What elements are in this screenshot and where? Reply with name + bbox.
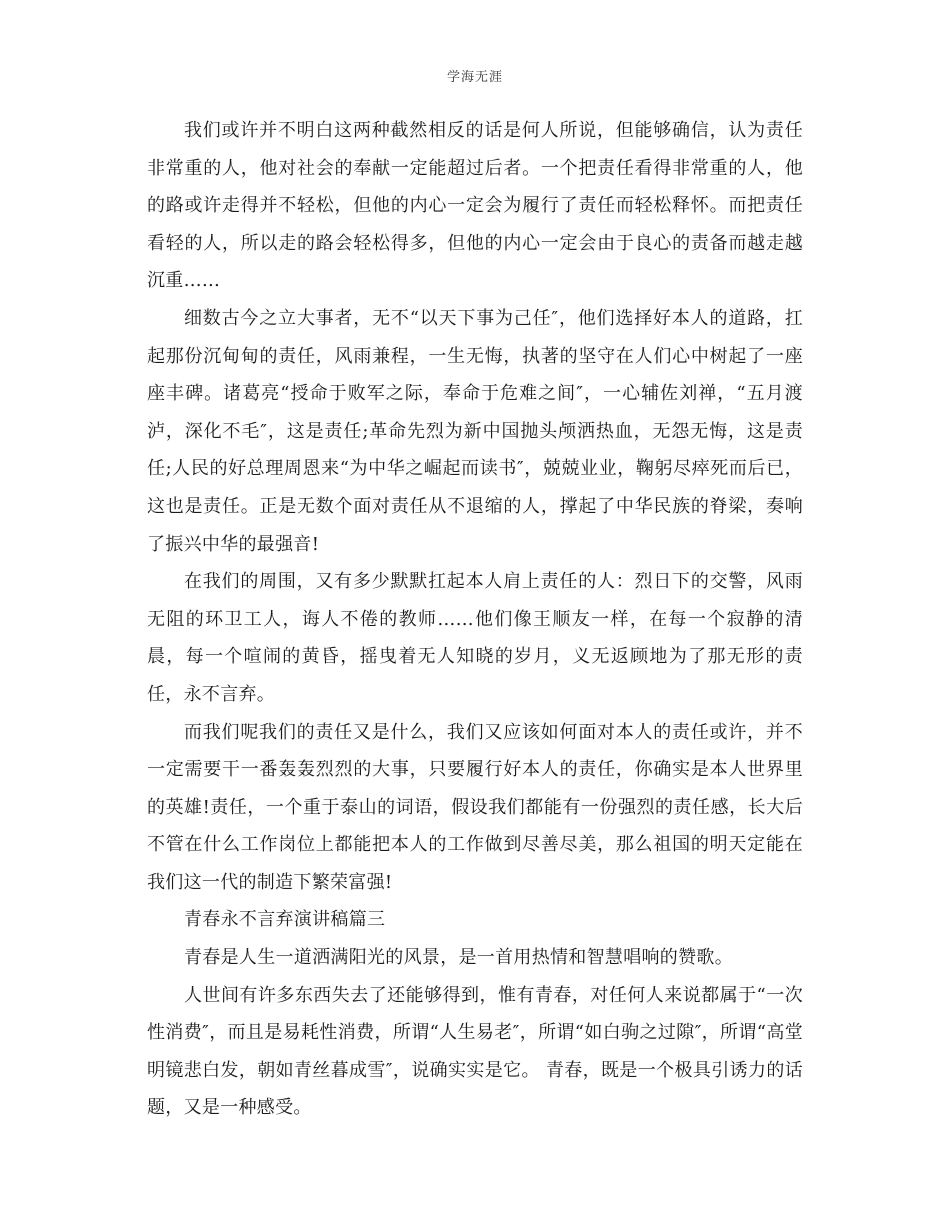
body-paragraph: 青春是人生一道洒满阳光的风景，是一首用热情和智慧唱响的赞歌。 <box>184 947 733 969</box>
body-paragraph: 而我们呢我们的责任又是什么，我们又应该如何面对本人的责任或许，并不一定需要干一番轰轰烈烈的大事，只要履行好本人的责任，你确实是本人世界里的英雄!责任，一个重于泰山的词语，假设我们都能有一份强烈的责任感，长大后不管在什么工作岗位上都能把本人的工作做到尽善尽美，那么祖国的明天定能在我们这一代的制造下繁荣富强! <box>147 721 803 893</box>
body-paragraph: 在我们的周围，又有多少默默扛起本人肩上责任的人：烈日下的交警，风雨无阻的环卫工人，诲人不倦的教师……他们像王顺友一样，在每一个寂静的清晨，每一个喧闹的黄昏，摇曳着无人知晓的岁月，义无返顾地为了那无形的责任，永不言弃。 <box>147 571 803 705</box>
page-header: 学海无涯 <box>446 70 503 85</box>
body-paragraph: 我们或许并不明白这两种截然相反的话是何人所说，但能够确信，认为责任非常重的人，他对社会的奉献一定能超过后者。一个把责任看得非常重的人，他的路或许走得并不轻松，但他的内心一定会为履行了责任而轻松释怀。而把责任看轻的人，所以走的路会轻松得多，但他的内心一定会由于良心的责备而越走越沉重…… <box>147 120 803 292</box>
section-title: 青春永不言弃演讲稿篇三 <box>184 909 386 931</box>
body-paragraph: 人世间有许多东西失去了还能够得到，惟有青春，对任何人来说都属于“一次性消费″，而且是易耗性消费，所谓“人生易老″，所谓“如白驹之过隙″，所谓“高堂明镜悲白发，朝如青丝暮成雪″，说确实实是它。 青春，既是一个极具引诱力的话题，又是一种感受。 <box>147 984 803 1119</box>
body-paragraph: 细数古今之立大事者，无不“以天下事为己任″，他们选择好本人的道路，扛起那份沉甸甸的责任，风雨兼程，一生无悔，执著的坚守在人们心中树起了一座座丰碑。诸葛亮“授命于败军之际，奉命于危难之间″，一心辅佐刘禅，“五月渡泸，深化不毛″，这是责任;革命先烈为新中国抛头颅洒热血，无怨无悔，这是责任;人民的好总理周恩来“为中华之崛起而读书″，兢兢业业，鞠躬尽瘁死而后已，这也是责任。正是无数个面对责任从不退缩的人，撑起了中华民族的脊梁，奏响了振兴中华的最强音! <box>147 307 803 555</box>
document-body <box>147 112 803 1127</box>
